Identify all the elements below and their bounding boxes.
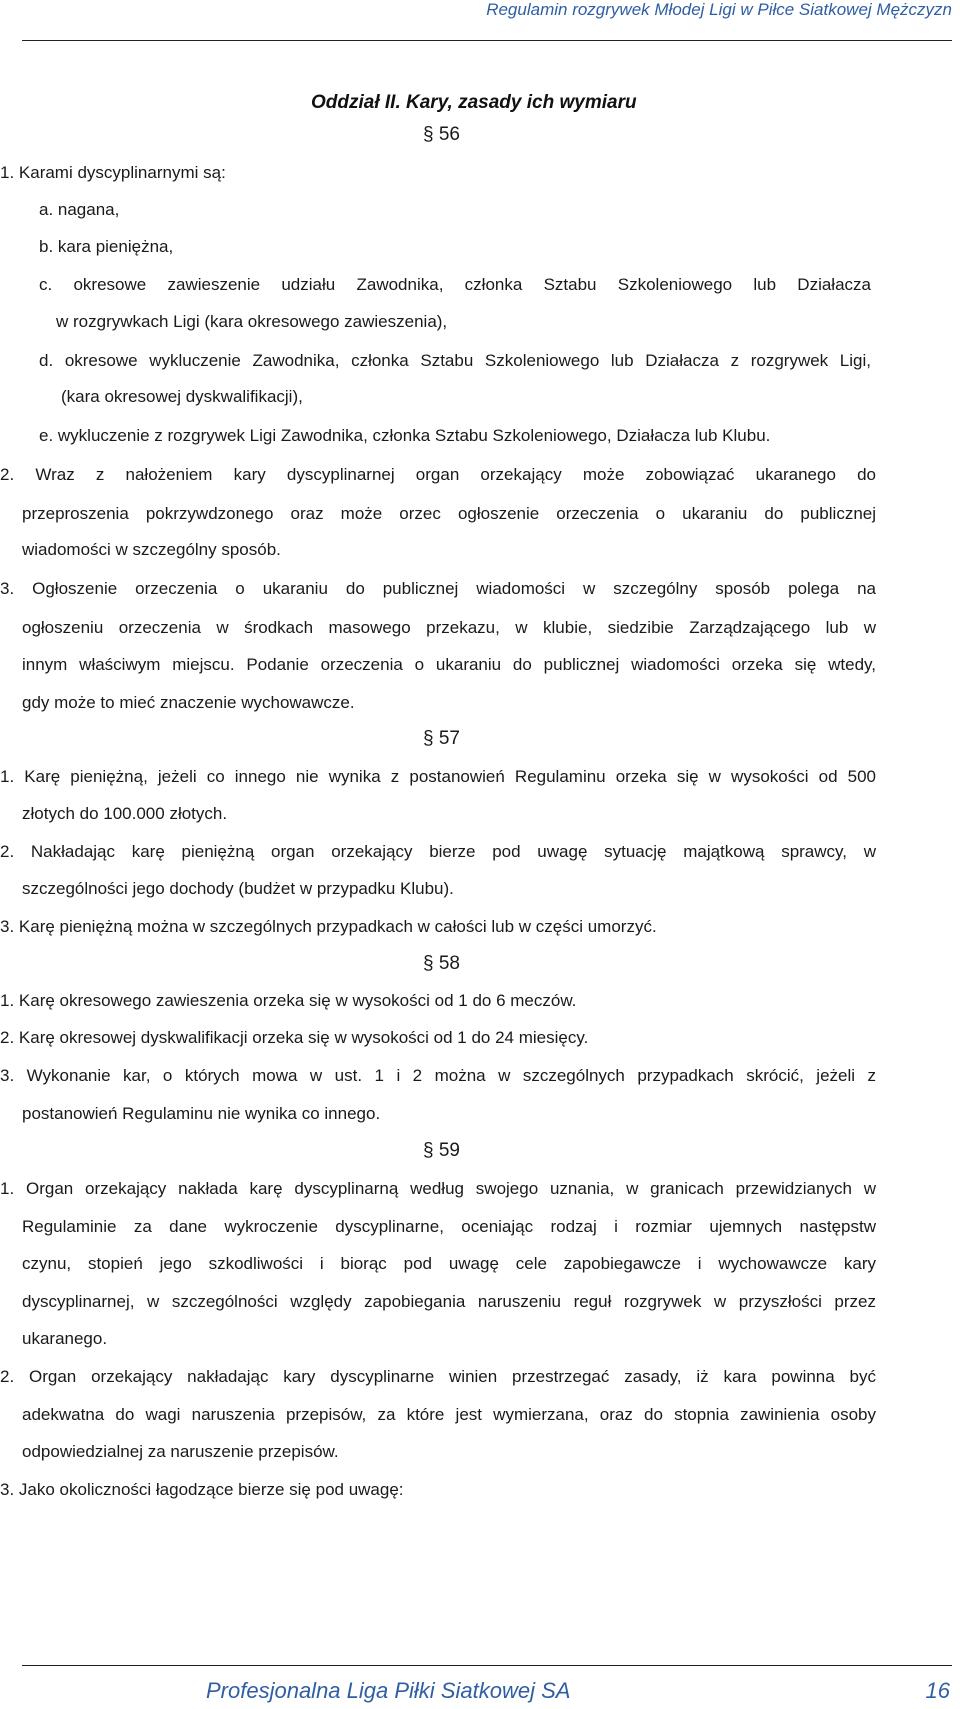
paragraph-line: adekwatna do wagi naruszenia przepisów, za które jest wymierzana, oraz do stopnia zawinienia osoby xyxy=(22,1405,876,1424)
paragraph-line: 3. Wykonanie kar, o których mowa w ust. 1 i 2 można w szczególnych przypadkach skrócić, jeżeli z xyxy=(0,1066,876,1085)
section-number: § 58 xyxy=(423,953,460,974)
list-item: w rozgrywkach Ligi (kara okresowego zawieszenia), xyxy=(56,312,448,331)
page-number: 16 xyxy=(925,1678,950,1703)
paragraph-line: przeproszenia pokrzywdzonego oraz może orzec ogłoszenie orzeczenia o ukaraniu do publicznej xyxy=(22,504,876,523)
list-item: (kara okresowej dyskwalifikacji), xyxy=(61,387,303,406)
list-item: e. wykluczenie z rozgrywek Ligi Zawodnika, członka Sztabu Szkoleniowego, Działacza lub Klubu. xyxy=(39,426,771,445)
paragraph-line: odpowiedzialnej za naruszenie przepisów. xyxy=(22,1442,339,1461)
list-item: c. okresowe zawieszenie udziału Zawodnika, członka Sztabu Szkoleniowego lub Działacza xyxy=(39,275,871,294)
paragraph-line: czynu, stopień jego szkodliwości i biorąc pod uwagę cele zapobiegawcze i wychowawcze kary xyxy=(22,1254,876,1273)
section-number: § 57 xyxy=(423,728,460,749)
paragraph-line: 2. Organ orzekający nakładając kary dyscyplinarne winien przestrzegać zasady, iż kara powinna być xyxy=(0,1367,876,1386)
paragraph-line: 1. Karę pieniężną, jeżeli co innego nie wynika z postanowień Regulaminu orzeka się w wysokości od 500 xyxy=(0,767,876,786)
list-item: b. kara pieniężna, xyxy=(39,237,174,256)
paragraph-line: 1. Karę okresowego zawieszenia orzeka się w wysokości od 1 do 6 meczów. xyxy=(0,991,577,1010)
paragraph-line: ogłoszeniu orzeczenia w środkach masowego przekazu, w klubie, siedzibie Zarządzającego lub w xyxy=(22,618,876,637)
paragraph-line: dyscyplinarnej, w szczególności względy zapobiegania naruszeniu reguł rozgrywek w przyszłości przez xyxy=(22,1292,876,1311)
paragraph-line: 3. Ogłoszenie orzeczenia o ukaraniu do publicznej wiadomości w szczególny sposób polega na xyxy=(0,579,876,598)
list-item: a. nagana, xyxy=(39,200,120,219)
paragraph-line: 2. Wraz z nałożeniem kary dyscyplinarnej organ orzekający może zobowiązać ukaranego do xyxy=(0,465,876,484)
paragraph-line: innym właściwym miejscu. Podanie orzeczenia o ukaraniu do publicznej wiadomości orzeka się wtedy, xyxy=(22,655,876,674)
footer-rule xyxy=(22,1665,952,1666)
header-rule xyxy=(22,40,952,41)
paragraph-line: wiadomości w szczególny sposób. xyxy=(22,540,281,559)
paragraph-line: Regulaminie za dane wykroczenie dyscyplinarne, oceniając rodzaj i rozmiar ujemnych następstw xyxy=(22,1217,876,1236)
section-title: Oddział II. Kary, zasady ich wymiaru xyxy=(311,92,637,113)
paragraph-line: ukaranego. xyxy=(22,1329,108,1348)
paragraph-line: gdy może to mieć znaczenie wychowawcze. xyxy=(22,693,355,712)
section-number: § 59 xyxy=(423,1140,460,1161)
paragraph-line: 3. Jako okoliczności łagodzące bierze się pod uwagę: xyxy=(0,1480,404,1499)
list-item: 1. Karami dyscyplinarnymi są: xyxy=(0,163,226,182)
running-header: Regulamin rozgrywek Młodej Ligi w Piłce Siatkowej Mężczyzn xyxy=(486,0,952,19)
paragraph-line: 1. Organ orzekający nakłada karę dyscyplinarną według swojego uznania, w granicach przewidzianych w xyxy=(0,1179,876,1198)
paragraph-line: 2. Nakładając karę pieniężną organ orzekający bierze pod uwagę sytuację majątkową sprawcy, w xyxy=(0,842,876,861)
paragraph-line: postanowień Regulaminu nie wynika co innego. xyxy=(22,1104,381,1123)
section-number: § 56 xyxy=(423,124,460,145)
paragraph-line: szczególności jego dochody (budżet w przypadku Klubu). xyxy=(22,879,454,898)
list-item: d. okresowe wykluczenie Zawodnika, członka Sztabu Szkoleniowego lub Działacza z rozgrywek Ligi, xyxy=(39,351,871,370)
footer-text: Profesjonalna Liga Piłki Siatkowej SA xyxy=(206,1678,571,1703)
paragraph-line: 2. Karę okresowej dyskwalifikacji orzeka się w wysokości od 1 do 24 miesięcy. xyxy=(0,1028,589,1047)
paragraph-line: złotych do 100.000 złotych. xyxy=(22,804,228,823)
paragraph-line: 3. Karę pieniężną można w szczególnych przypadkach w całości lub w części umorzyć. xyxy=(0,917,657,936)
